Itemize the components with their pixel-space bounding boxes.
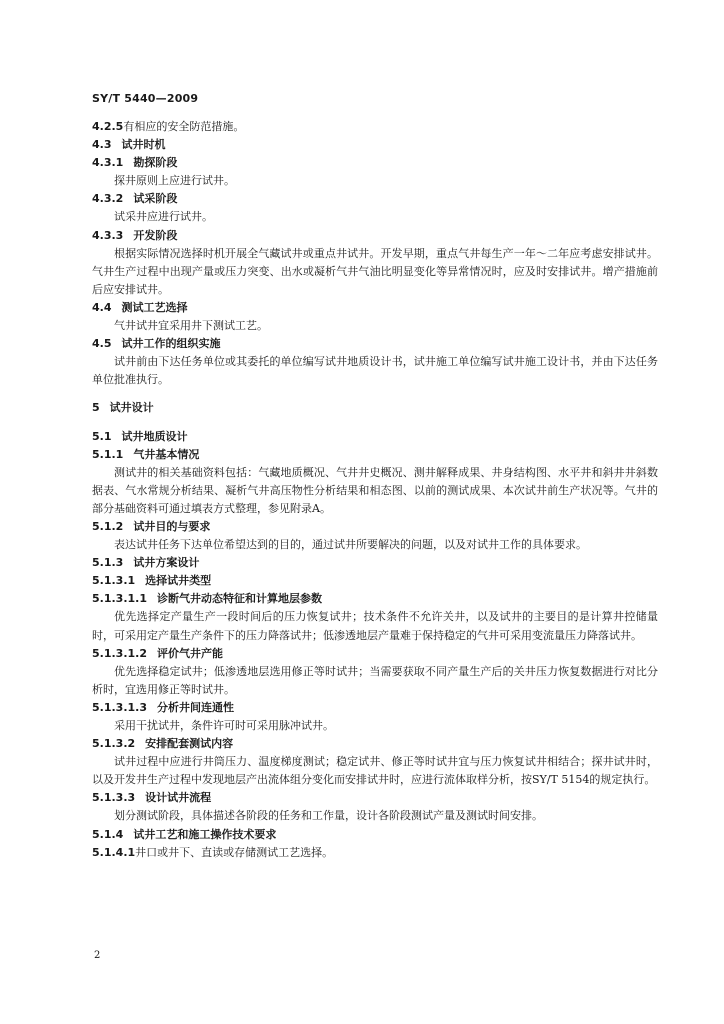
heading-text: 试井设计 <box>109 401 154 415</box>
section-heading <box>92 154 658 172</box>
section-heading <box>92 428 658 446</box>
clause-number: 5.1.3.1.3 <box>92 700 147 714</box>
clause-number: 5.1.3.1 <box>92 574 136 588</box>
clause-number: 5.1.3.1.2 <box>92 646 147 660</box>
section-heading <box>92 518 658 536</box>
section-heading <box>92 136 658 154</box>
paragraph: 试采井应进行试井。 <box>114 210 213 224</box>
clause-line <box>92 118 658 136</box>
section-spacer <box>92 418 658 428</box>
section-heading <box>92 789 658 807</box>
heading-text: 选择试井类型 <box>145 574 212 588</box>
clause-number: 5.1.2 <box>92 519 124 533</box>
paragraph: 根据实际情况选择时机开展全气藏试井或重点井试井。开发早期，重点气井每生产一年～二年应考虑安排试井。气井生产过程中出现产量或压力突变、出水或凝析气井气油比明显变化等异常情况时，应及时安排试井。增产措施前后应安排试井。 <box>92 246 658 296</box>
heading-text: 试井目的与要求 <box>133 519 211 533</box>
clause-number: 5.1 <box>92 429 112 443</box>
heading-text: 评价气井产能 <box>156 646 223 660</box>
heading-text: 安排配套测试内容 <box>145 737 234 751</box>
paragraph: 试井前由下达任务单位或其委托的单位编写试井地质设计书，试井施工单位编写试井施工设计书，并由下达任务单位批准执行。 <box>92 355 658 387</box>
section-heading <box>92 554 658 572</box>
paragraph: 表达试井任务下达单位希望达到的目的，通过试井所要解决的问题，以及对试井工作的具体要求。 <box>114 538 587 552</box>
clause-number: 4.4 <box>92 300 112 314</box>
heading-text: 试井工艺和施工操作技术要求 <box>133 827 277 841</box>
page-number: 2 <box>94 950 101 961</box>
clause-number: 5.1.3.3 <box>92 791 136 805</box>
clause-number: 4.3.2 <box>92 192 124 206</box>
heading-text: 试井时机 <box>121 138 166 152</box>
section-heading <box>92 446 658 464</box>
clause-number: 5.1.3 <box>92 556 124 570</box>
clause-number: 4.2.5 <box>92 120 124 133</box>
paragraph: 采用干扰试井，条件许可时可采用脉冲试井。 <box>114 719 334 732</box>
section-heading <box>92 590 658 608</box>
heading-text: 诊断气井动态特征和计算地层参数 <box>156 592 322 606</box>
section-heading <box>92 735 658 753</box>
heading-text: 分析井间连通性 <box>156 700 234 714</box>
clause-number: 4.3 <box>92 138 112 152</box>
heading-text: 试井工作的组织实施 <box>121 337 221 351</box>
paragraph: 试井过程中应进行井筒压力、温度梯度测试；稳定试井、修正等时试井宜与压力恢复试井相结合；探井试井时，以及开发井生产过程中发现地层产出流体组分变化而安排试井时，应进行流体取样分析，按SY/T 5154的规定执行。 <box>92 755 658 787</box>
clause-number: 5 <box>92 401 100 415</box>
section-heading <box>92 227 658 245</box>
section-heading <box>92 645 658 663</box>
clause-number: 4.3.1 <box>92 156 124 170</box>
clause-number: 5.1.3.1.1 <box>92 592 147 606</box>
section-heading <box>92 190 658 208</box>
paragraph: 气井试井宜采用井下测试工艺。 <box>114 319 268 333</box>
clause-number: 5.1.3.2 <box>92 737 136 751</box>
paragraph: 优先选择定产量生产一段时间后的压力恢复试井；技术条件不允许关井，以及试井的主要目的是计算井控储量时，可采用定产量生产条件下的压力降落试井；低渗透地层产量难于保持稳定的气井可采用变流量压力降落试井。 <box>92 610 658 642</box>
heading-text: 试采阶段 <box>133 192 178 206</box>
paragraph: 测试井的相关基础资料包括：气藏地质概况、气井井史概况、测井解释成果、井身结构图、水平井和斜井井斜数据表、气水常规分析结果、凝析气井高压物性分析结果和相态图、以前的测试成果、本次试井前生产状况等。气井的部分基础资料可通过填表方式整理，参见附录A。 <box>92 465 658 515</box>
heading-text: 开发阶段 <box>133 228 178 242</box>
section-heading <box>92 299 658 317</box>
clause-number: 5.1.4.1 <box>92 845 136 859</box>
standard-code: SY/T 5440—2009 <box>92 92 199 105</box>
heading-text: 试井地质设计 <box>121 429 188 443</box>
clause-text: 井口或井下、直读或存储测试工艺选择。 <box>135 845 334 859</box>
heading-text: 设计试井流程 <box>145 791 212 805</box>
paragraph: 划分测试阶段，具体描述各阶段的任务和工作量，设计各阶段测试产量及测试时间安排。 <box>114 809 543 823</box>
clause-number: 4.5 <box>92 337 112 351</box>
clause-number: 5.1.4 <box>92 827 124 841</box>
clause-number: 4.3.3 <box>92 228 124 242</box>
section-heading <box>92 699 658 717</box>
document-body <box>92 118 658 862</box>
clause-line <box>92 844 658 862</box>
section-spacer <box>92 389 658 399</box>
paragraph: 优先选择稳定试井；低渗透地层选用修正等时试井；当需要获取不同产量生产后的关井压力恢复数据进行对比分析时，宜选用修正等时试井。 <box>92 664 658 696</box>
clause-number: 5.1.1 <box>92 447 124 461</box>
heading-text: 测试工艺选择 <box>121 300 188 314</box>
section-heading <box>92 572 658 590</box>
section-heading <box>92 399 658 417</box>
clause-text: 有相应的安全防范措施。 <box>123 120 245 133</box>
section-heading <box>92 826 658 844</box>
section-heading <box>92 335 658 353</box>
paragraph: 探井原则上应进行试井。 <box>114 174 235 188</box>
heading-text: 勘探阶段 <box>133 156 178 170</box>
heading-text: 气井基本情况 <box>133 447 200 461</box>
heading-text: 试井方案设计 <box>133 556 200 570</box>
